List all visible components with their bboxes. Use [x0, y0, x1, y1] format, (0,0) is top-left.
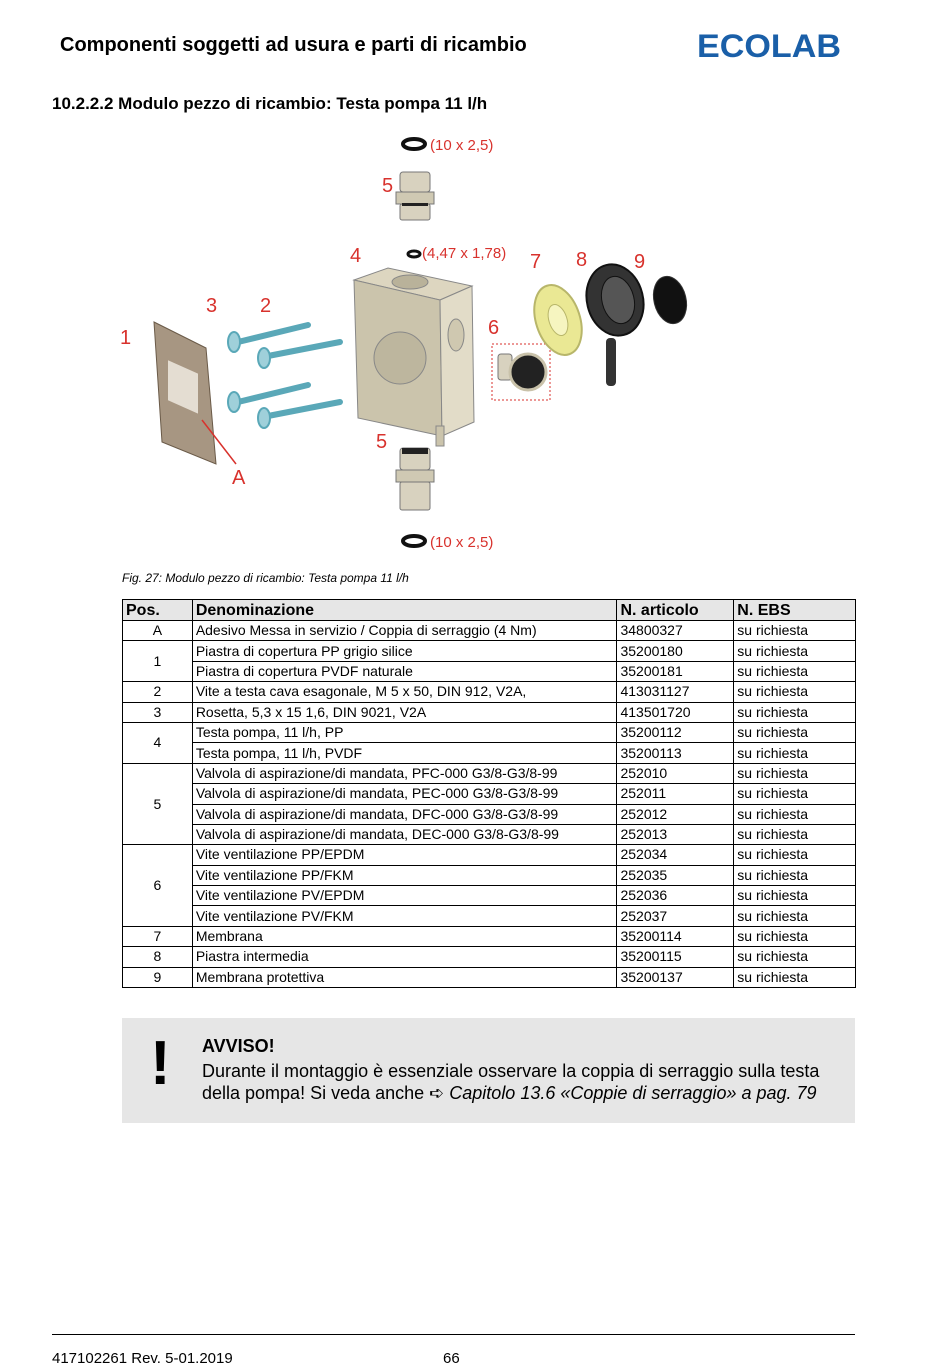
table-row: [123, 722, 856, 742]
table-row: [123, 906, 856, 926]
exploded-view-figure: [118, 130, 718, 560]
cell-ebs: su richiesta: [734, 682, 856, 702]
table-row: [123, 784, 856, 804]
dim-label-top: (10 x 2,5): [430, 137, 494, 154]
footer-document-number: 417102261 Rev. 5-01.2019: [52, 1350, 233, 1367]
cell-article: 35200114: [617, 926, 734, 946]
cell-ebs: su richiesta: [734, 743, 856, 763]
cell-name: Vite ventilazione PV/EPDM: [192, 886, 617, 906]
figure-caption: Fig. 27: Modulo pezzo di ricambio: Testa pompa 11 l/h: [122, 571, 409, 585]
cell-article: 413031127: [617, 682, 734, 702]
table-row: [123, 743, 856, 763]
section-title: 10.2.2.2 Modulo pezzo di ricambio: Testa pompa 11 l/h: [52, 94, 488, 113]
table-row: [123, 824, 856, 844]
table-row: [123, 845, 856, 865]
cell-article: 252011: [617, 784, 734, 804]
table-row: [123, 886, 856, 906]
header-name: Denominazione: [192, 600, 617, 621]
cell-name: Valvola di aspirazione/di mandata, DEC-000 G3/8-G3/8-99: [192, 824, 617, 844]
cell-article: 35200180: [617, 641, 734, 661]
cell-name: Valvola di aspirazione/di mandata, PEC-000 G3/8-G3/8-99: [192, 784, 617, 804]
notice-title: AVVISO!: [202, 1036, 275, 1056]
callout-1: 1: [120, 327, 132, 349]
cell-name: Rosetta, 5,3 x 15 1,6, DIN 9021, V2A: [192, 702, 617, 722]
table-row: [123, 621, 856, 641]
cell-ebs: su richiesta: [734, 886, 856, 906]
pump-head: [354, 268, 474, 446]
cell-name: Piastra di copertura PVDF naturale: [192, 661, 617, 681]
table-row: [123, 865, 856, 885]
cell-pos: 4: [123, 722, 193, 763]
callout-2: 2: [260, 295, 272, 317]
header-article: N. articolo: [617, 600, 734, 621]
o-ring-small: [408, 251, 420, 257]
cell-name: Vite ventilazione PV/FKM: [192, 906, 617, 926]
cell-ebs: su richiesta: [734, 967, 856, 987]
membrane: [526, 279, 590, 361]
callout-5-bottom: 5: [376, 431, 388, 453]
cell-article: 252013: [617, 824, 734, 844]
cell-ebs: su richiesta: [734, 784, 856, 804]
notice-text: Durante il montaggio è essenziale osservare la coppia di serraggio sulla testa della pompa! Si veda anche: [202, 1061, 820, 1103]
cell-name: Testa pompa, 11 l/h, PP: [192, 722, 617, 742]
cell-article: 35200112: [617, 722, 734, 742]
cell-ebs: su richiesta: [734, 763, 856, 783]
cover-plate: [154, 322, 216, 464]
o-ring-bottom: [403, 536, 425, 546]
cell-pos: 9: [123, 967, 193, 987]
cell-article: 35200113: [617, 743, 734, 763]
chapter-reference-link[interactable]: Capitolo 13.6 «Coppie di serraggio» a pag. 79: [449, 1083, 817, 1103]
callout-4: 4: [350, 245, 362, 267]
cell-ebs: su richiesta: [734, 845, 856, 865]
cell-ebs: su richiesta: [734, 824, 856, 844]
footer-divider: [52, 1334, 855, 1335]
footer-page-number: 66: [443, 1350, 460, 1367]
cell-name: Vite ventilazione PP/EPDM: [192, 845, 617, 865]
valve-top: [396, 172, 434, 220]
cell-article: 252034: [617, 845, 734, 865]
cell-pos: 2: [123, 682, 193, 702]
parts-table: [122, 599, 856, 988]
cell-article: 252035: [617, 865, 734, 885]
cell-ebs: su richiesta: [734, 722, 856, 742]
cell-ebs: su richiesta: [734, 906, 856, 926]
callout-9: 9: [634, 251, 646, 273]
parts-table-body: [123, 621, 856, 988]
cell-ebs: su richiesta: [734, 804, 856, 824]
callout-7: 7: [530, 251, 542, 273]
cell-article: 35200181: [617, 661, 734, 681]
cell-name: Membrana protettiva: [192, 967, 617, 987]
cell-pos: 5: [123, 763, 193, 845]
cell-name: Membrana: [192, 926, 617, 946]
header-title: Componenti soggetti ad usura e parti di ricambio: [60, 34, 527, 56]
header-pos: Pos.: [123, 600, 193, 621]
intermediate-plate: [579, 258, 651, 386]
callout-A: A: [232, 467, 246, 489]
cell-pos: 3: [123, 702, 193, 722]
cell-ebs: su richiesta: [734, 947, 856, 967]
cell-pos: 6: [123, 845, 193, 927]
cell-article: 413501720: [617, 702, 734, 722]
cell-ebs: su richiesta: [734, 702, 856, 722]
warning-exclamation-icon: !: [150, 1029, 171, 1098]
callout-8: 8: [576, 249, 588, 271]
cell-article: 34800327: [617, 621, 734, 641]
notice-body: [202, 1060, 852, 1104]
callout-3: 3: [206, 295, 218, 317]
cell-name: Vite ventilazione PP/FKM: [192, 865, 617, 885]
o-ring-top: [403, 139, 425, 149]
screws: [238, 325, 340, 416]
cell-article: 252036: [617, 886, 734, 906]
cell-ebs: su richiesta: [734, 661, 856, 681]
cell-pos: 1: [123, 641, 193, 682]
callout-6: 6: [488, 317, 500, 339]
table-row: [123, 702, 856, 722]
cell-pos: A: [123, 621, 193, 641]
table-row: [123, 763, 856, 783]
table-row: [123, 967, 856, 987]
dim-label-mid: (4,47 x 1,78): [422, 245, 507, 262]
cell-name: Piastra intermedia: [192, 947, 617, 967]
cell-name: Vite a testa cava esagonale, M 5 x 50, DIN 912, V2A,: [192, 682, 617, 702]
table-row: [123, 804, 856, 824]
vent-screw: [492, 344, 550, 400]
logo-text: ECOLAB: [697, 28, 841, 64]
cell-article: 252037: [617, 906, 734, 926]
cell-name: Testa pompa, 11 l/h, PVDF: [192, 743, 617, 763]
table-row: [123, 926, 856, 946]
cell-name: Valvola di aspirazione/di mandata, DFC-000 G3/8-G3/8-99: [192, 804, 617, 824]
cell-ebs: su richiesta: [734, 865, 856, 885]
cell-ebs: su richiesta: [734, 621, 856, 641]
callout-5-top: 5: [382, 175, 394, 197]
cell-ebs: su richiesta: [734, 926, 856, 946]
cell-name: Adesivo Messa in servizio / Coppia di serraggio (4 Nm): [192, 621, 617, 641]
cell-name: Piastra di copertura PP grigio silice: [192, 641, 617, 661]
table-header-row: [123, 600, 856, 621]
cell-article: 35200115: [617, 947, 734, 967]
dim-label-bottom: (10 x 2,5): [430, 534, 494, 551]
table-row: [123, 641, 856, 661]
cell-ebs: su richiesta: [734, 641, 856, 661]
cell-article: 35200137: [617, 967, 734, 987]
cell-pos: 7: [123, 926, 193, 946]
table-row: [123, 661, 856, 681]
valve-bottom: [396, 448, 434, 510]
washers: [228, 332, 270, 428]
cell-pos: 8: [123, 947, 193, 967]
table-row: [123, 947, 856, 967]
cell-name: Valvola di aspirazione/di mandata, PFC-000 G3/8-G3/8-99: [192, 763, 617, 783]
table-row: [123, 682, 856, 702]
header-ebs: N. EBS: [734, 600, 856, 621]
cell-article: 252010: [617, 763, 734, 783]
ecolab-logo: [697, 28, 845, 64]
protective-membrane: [649, 273, 692, 327]
reference-arrow-icon: ➪: [429, 1083, 445, 1103]
cell-article: 252012: [617, 804, 734, 824]
